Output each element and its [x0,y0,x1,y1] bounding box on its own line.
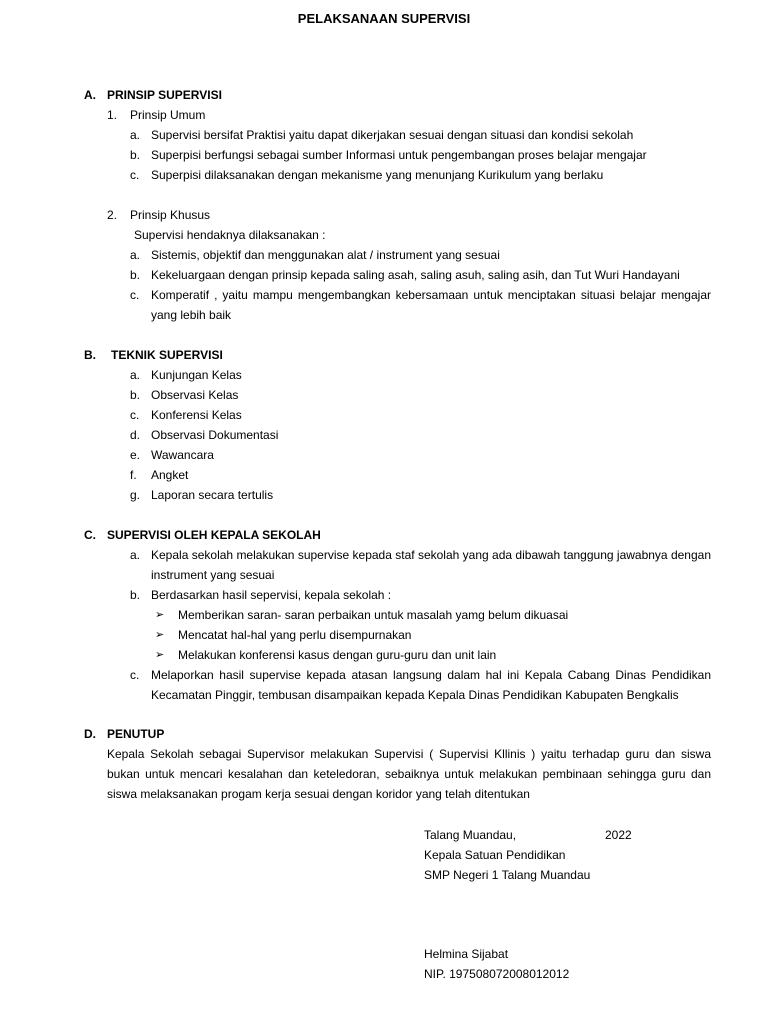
closing-paragraph: Kepala Sekolah sebagai Supervisor melakukan Supervisi ( Supervisi Kllinis ) yaitu terhadap guru dan siswa bukan untuk mencari kesalahan dan keteledoran, sebaiknya untuk melakukan pembinaan sehingga guru dan siswa melaksanakan progam kerja sesuai dengan koridor yang telah ditentukan [107,747,711,801]
signature-block [424,825,724,885]
subsection-intro [0,225,768,245]
arrow-bullet-icon: ➢ [155,629,165,641]
list-item-text: Laporan secara tertulis [151,488,274,502]
list-marker: f. [130,468,137,482]
list-marker: a. [130,548,141,562]
section-prinsip-supervisi [0,85,768,325]
list-item-text: Komperatif , yaitu mampu mengembangkan kebersamaan untuk menciptakan situasi belajar mengajar yang lebih baik [151,288,711,322]
list-item [0,125,768,145]
list-item [0,405,768,425]
list-marker: e. [130,448,141,462]
section-letter: D. [84,727,96,741]
list-item-text: Superpisi dilaksanakan dengan mekanisme yang menunjang Kurikulum yang berlaku [151,168,604,182]
section-heading [0,345,768,365]
signature-year: 2022 [605,828,632,842]
list-item [0,545,768,585]
document-title: PELAKSANAAN SUPERVISI [297,11,471,26]
section-title: PRINSIP SUPERVISI [107,88,222,102]
list-marker: b. [130,148,141,162]
subsection-prinsip-khusus [0,205,768,225]
subsection-number: 1. [107,108,118,122]
list-item-text: Berdasarkan hasil sepervisi, kepala sekolah : [151,588,392,602]
list-marker: b. [130,588,141,602]
signature-position: Kepala Satuan Pendidikan [424,848,566,862]
list-item [0,465,768,485]
list-item [0,145,768,165]
sub-list-item-text: Memberikan saran- saran perbaikan untuk masalah yamg belum dikuasai [178,608,569,622]
section-teknik-supervisi [0,345,768,505]
section-letter: B. [84,348,96,362]
list-item-text: Wawancara [151,448,214,462]
sub-list-item [0,605,768,625]
list-item [0,665,768,705]
list-item-text: Melaporkan hasil supervise kepada atasan langsung dalam hal ini Kepala Cabang Dinas Pendidikan Kecamatan Pinggir, tembusan disampaikan kepada Kepala Dinas Pendidikan Kabupaten Bengkalis [151,668,711,702]
list-item-text: Observasi Kelas [151,388,239,402]
section-letter: C. [84,528,96,542]
list-item [0,585,768,605]
signatory-nip: NIP. 197508072008012012 [424,967,570,981]
list-item [0,265,768,285]
list-marker: b. [130,388,141,402]
list-item-text: Kekeluargaan dengan prinsip kepada saling asah, saling asuh, saling asih, dan Tut Wuri Handayani [151,268,680,282]
list-item [0,245,768,265]
list-item-text: Kunjungan Kelas [151,368,242,382]
spacer [0,185,768,205]
subsection-number: 2. [107,208,118,222]
section-heading [0,85,768,105]
sub-list-item [0,625,768,645]
sub-list-item-text: Mencatat hal-hal yang perlu disempurnakan [178,628,412,642]
list-marker: c. [130,408,140,422]
arrow-bullet-icon: ➢ [155,649,165,661]
list-item-text: Kepala sekolah melakukan supervise kepada staf sekolah yang ada dibawah tanggung jawabnya dengan instrument yang sesuai [151,548,711,582]
list-item [0,285,768,325]
section-supervisi-kepala-sekolah [0,525,768,705]
list-item [0,445,768,465]
list-marker: a. [130,128,141,142]
place-date-line [424,825,724,845]
list-item-text: Superpisi berfungsi sebagai sumber Informasi untuk pengembangan proses belajar mengajar [151,148,647,162]
list-item [0,485,768,505]
list-item-text: Konferensi Kelas [151,408,242,422]
signature-school: SMP Negeri 1 Talang Muandau [424,868,591,882]
list-marker: c. [130,288,140,302]
section-penutup [0,724,768,804]
list-item-text: Angket [151,468,189,482]
section-title: TEKNIK SUPERVISI [111,348,223,362]
signatory-block [424,944,724,984]
list-item-text: Supervisi bersifat Praktisi yaitu dapat dikerjakan sesuai dengan situasi dan kondisi sekolah [151,128,634,142]
arrow-bullet-icon: ➢ [155,609,165,621]
section-letter: A. [84,88,96,102]
subsection-prinsip-umum [0,105,768,125]
sub-list-item-text: Melakukan konferensi kasus dengan guru-guru dan unit lain [178,648,497,662]
sub-list-item [0,645,768,665]
list-item-text: Sistemis, objektif dan menggunakan alat / instrument yang sesuai [151,248,500,262]
list-marker: b. [130,268,141,282]
section-heading [0,724,768,744]
section-title: PENUTUP [107,727,165,741]
list-item [0,425,768,445]
list-marker: g. [130,488,141,502]
signature-place: Talang Muandau, [424,828,517,842]
subsection-title: Prinsip Khusus [130,208,211,222]
list-marker: d. [130,428,141,442]
section-heading [0,525,768,545]
list-marker: c. [130,168,140,182]
list-marker: a. [130,368,141,382]
list-item [0,385,768,405]
list-marker: c. [130,668,140,682]
signatory-name: Helmina Sijabat [424,947,509,961]
subsection-title: Prinsip Umum [130,108,206,122]
section-title: SUPERVISI OLEH KEPALA SEKOLAH [107,528,321,542]
intro-text: Supervisi hendaknya dilaksanakan : [134,228,326,242]
list-marker: a. [130,248,141,262]
list-item-text: Observasi Dokumentasi [151,428,279,442]
list-item [0,165,768,185]
list-item [0,365,768,385]
